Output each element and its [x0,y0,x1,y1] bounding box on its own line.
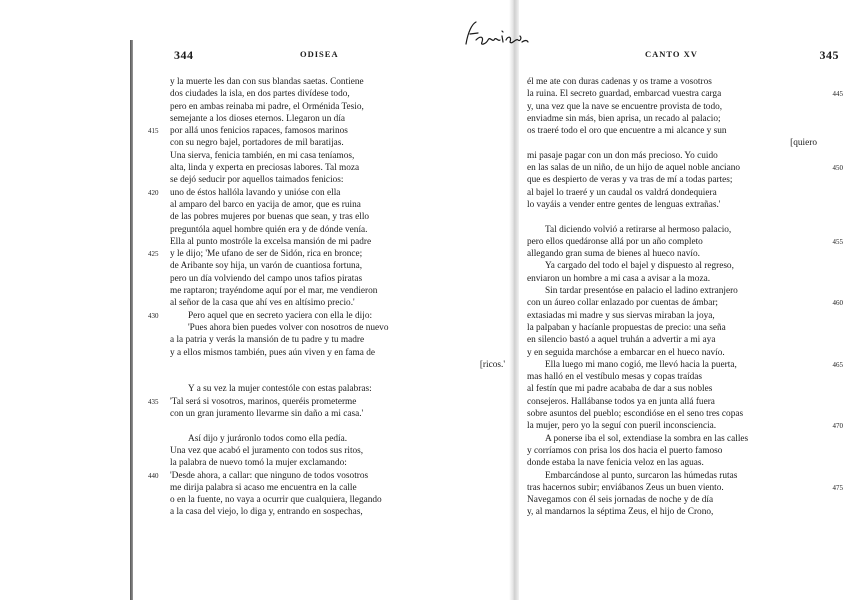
verse-line [527,187,817,199]
verse-line [527,334,817,346]
verse-text: al amparo del barco en yacija de amor, que es ruina [170,199,361,210]
verse-line [527,408,817,420]
verse-text: mi pasaje pagar con un don más precioso. Yo cuido [527,150,718,161]
verse-text: la mujer, pero yo la seguí con pueril inconsciencia. [527,421,717,432]
verse-line [527,137,817,149]
verse-line [170,285,505,297]
verse-text: a la casa del viejo, lo diga y, entrando en sospechas, [170,507,363,518]
verse-line [527,199,817,211]
verse-text: la ruina. El secreto guardad, embarcad vuestra carga [527,89,722,100]
verse-text: pero en ambas reinaba mi padre, el Orménida Tesio, [170,101,364,112]
verse-text: se dejó seducir por aquellos taimados fenicios: [170,175,344,186]
verse-line [170,408,505,420]
verse-line [527,101,817,113]
verse-line [527,125,817,137]
verse-text: al señor de la casa que ahí ves en altísimo precio.' [170,298,355,309]
verse-text: enviadme sin más, bien aprisa, un recado al palacio; [527,113,721,124]
verse-text: 'Desde ahora, a callar: que ninguno de todos vosotros [170,470,369,481]
verse-line [527,457,817,469]
verse-line [527,494,817,506]
verse-line [170,506,505,518]
verse-line [527,297,843,309]
verse-text: [quiero [790,138,817,149]
verse-text: con un gran juramento llevarme sin daño a mi casa.' [170,409,364,420]
verse-line [170,101,505,113]
verse-line [527,260,817,272]
verse-line [170,273,505,285]
verse-line-number: 450 [832,164,843,173]
handwritten-annotation [462,18,530,52]
verse-line-number: 475 [832,483,843,492]
verse-line [148,248,505,260]
verse-text: Pero aquel que en secreto yaciera con ella le dijo: [188,310,373,321]
verse-text: y, al mandarnos la séptima Zeus, el hijo de Crono, [527,507,714,518]
verse-line [148,125,505,137]
verse-line-number: 470 [832,422,843,431]
verse-line [170,359,505,371]
verse-line [527,248,817,260]
verse-text: consejeros. Hallábanse todos ya en junta allá fuera [527,396,715,407]
verse-text: os traeré todo el oro que encuentre a mi alcance y sun [527,126,727,137]
verse-line [148,187,505,199]
verse-text: que es despierto de veras y va tras de mí a todas partes; [527,175,733,186]
verse-text: [ricos.' [479,359,505,370]
verse-line-number: 420 [148,188,159,197]
stanza-break [170,420,505,432]
verse-line [527,482,843,494]
left-page-number: 344 [174,48,194,62]
verse-text: me raptaron; trayéndome aquí por el mar, me vendieron [170,286,378,297]
verse-line [527,445,817,457]
verse-line [170,457,505,469]
verse-text: con su negro bajel, portadores de mil baratijas. [170,138,344,149]
verse-line [527,76,817,88]
right-page-number: 345 [819,48,839,62]
verse-line-number: 415 [148,127,159,136]
verse-text: sobre asuntos del pueblo; escondióse en el seno tres copas [527,409,744,420]
verse-line [170,137,505,149]
verse-line-number: 425 [148,250,159,259]
verse-text: por allá unos fenicios rapaces, famosos marinos [170,126,348,137]
verse-line-number: 445 [832,90,843,99]
verse-line [170,482,505,494]
verse-line-number: 465 [832,360,843,369]
verse-line [527,383,817,395]
verse-line [170,113,505,125]
verse-line-number: 455 [832,237,843,246]
verse-text: la palpaban y hacíanle propuestas de precio: una seña [527,322,726,333]
verse-line [527,433,817,445]
verse-text: dos ciudades la isla, en dos partes divídese todo, [170,89,350,100]
verse-line [527,347,817,359]
verse-text: Navegamos con él seis jornadas de noche y de día [527,495,714,506]
verse-text: semejante a los dioses eternos. Llegaron un día [170,113,346,124]
verse-text: a la patria y verás la mansión de tu padre y tu madre [170,335,365,346]
verse-line [527,470,817,482]
verse-text: Sin tardar presentóse en palacio el ladino extranjero [545,286,738,297]
verse-text: pero ellos quedáronse allá por un año completo [527,236,703,247]
verse-line [170,347,505,359]
verse-line [170,162,505,174]
verse-text: de las pobres mujeres por buenas que sean, y tras ello [170,212,370,223]
right-running-title: CANTO XV [645,49,698,59]
verse-line [527,310,817,322]
verse-text: Una sierva, fenicia también, en mi casa teníamos, [170,150,355,161]
verse-text: y en seguida marchóse a embarcar en el hueco navío. [527,347,725,358]
verse-line [527,273,817,285]
verse-line [170,445,505,457]
verse-text: extasiadas mi madre y sus siervas miraban la joya, [527,310,715,321]
left-page-header [170,48,505,62]
verse-line [527,88,843,100]
verse-line [527,359,843,371]
verse-line-number: 430 [148,311,159,320]
verse-text: Una vez que acabó el juramento con todos sus ritos, [170,445,364,456]
verse-text: uno de éstos hallóla lavando y unióse con ella [170,187,341,198]
verse-line [527,174,817,186]
verse-text: Así dijo y juráronlo todos como ella pedía. [188,433,348,444]
verse-line [170,211,505,223]
verse-line [170,150,505,162]
left-page-text [148,76,505,519]
verse-text: la palabra de nuevo tomó la mujer exclamando: [170,458,347,469]
verse-text: en las salas de un niño, de un hijo de aquel noble anciano [527,163,740,174]
verse-text: de Aribante soy hija, un varón de cuantiosa fortuna, [170,261,363,272]
left-running-title: ODISEA [300,49,339,59]
verse-text: con un áureo collar enlazado por cuentas de ámbar; [527,298,719,309]
verse-line [170,322,505,334]
verse-line [170,199,505,211]
verse-line [527,113,817,125]
verse-text: Y a su vez la mujer contestóle con estas palabras: [188,384,372,395]
verse-text: al bajel lo traeré y un caudal os valdrá dondequiera [527,187,717,198]
left-page [148,48,505,519]
verse-line [170,88,505,100]
verse-line [527,150,817,162]
stanza-break [527,211,817,223]
verse-line-number: 440 [148,471,159,480]
verse-line [527,236,843,248]
verse-text: lo vayáis a vender entre gentes de lenguas extrañas.' [527,199,721,210]
verse-text: Ella luego mi mano cogió, me llevó hacia la puerta, [545,359,737,370]
verse-line [170,383,505,395]
book-gutter [509,0,519,600]
verse-text: tras hacernos subir; enviábanos Zeus un buen viento. [527,482,724,493]
verse-text: me dirija palabra si acaso me encuentra en la calle [170,482,357,493]
verse-text: en silencio bastó a aquel truhán a advertir a mi aya [527,335,716,346]
verse-text: alta, linda y experta en preciosas labores. Tal moza [170,163,360,174]
verse-text: Ya cargado del todo el bajel y dispuesto al regreso, [545,261,734,272]
right-page-text [527,76,843,519]
page-edge-shadow [130,40,133,600]
verse-text: preguntóla aquel hombre quién era y de dónde venía. [170,224,368,235]
verse-line-number: 435 [148,397,159,406]
verse-text: Tal diciendo volvió a retirarse al hermoso palacio, [545,224,732,235]
verse-line [527,285,817,297]
verse-text: 'Pues ahora bien puedes volver con nosotros de nuevo [188,322,389,333]
verse-line [170,297,505,309]
verse-text: y, una vez que la nave se encuentre provista de todo, [527,101,723,112]
verse-line [527,420,843,432]
verse-text: Embarcándose al punto, surcaron las húmedas rutas [545,470,738,481]
verse-text: allegando gran suma de bienes al hueco navío. [527,249,700,260]
verse-line [170,174,505,186]
verse-line [170,236,505,248]
verse-line [170,494,505,506]
verse-line [170,433,505,445]
verse-line [170,76,505,88]
verse-line [170,224,505,236]
verse-line [148,396,505,408]
verse-line [148,310,505,322]
verse-text: A ponerse iba el sol, extendiase la sombra en las calles [545,433,749,444]
stanza-break [170,371,505,383]
verse-line [170,260,505,272]
verse-line [527,396,817,408]
verse-line [527,371,817,383]
verse-text: y la muerte les dan con sus blandas saetas. Contiene [170,77,364,87]
verse-text: él me ate con duras cadenas y os trame a vosotros [527,77,712,87]
verse-text: al festín que mi padre acababa de dar a sus nobles [527,384,713,395]
verse-line [170,334,505,346]
verse-text: mas halló en el vestíbulo mesas y copas traídas [527,372,703,383]
verse-text: Ella al punto mostróle la excelsa mansión de mi padre [170,236,372,247]
verse-text: y le dijo; 'Me ufano de ser de Sidón, rica en bronce; [170,249,363,260]
verse-text: o en la fuente, no vaya a ocurrir que cualquiera, llegando [170,495,382,506]
verse-line [527,506,817,518]
verse-line [148,470,505,482]
verse-text: y a ellos mismos también, pues aún viven y en fama de [170,347,375,358]
verse-text: enviaron un hombre a mi casa a avisar a la moza. [527,273,711,284]
verse-line [527,322,817,334]
verse-text: y corríamos con prisa los dos hacia el puerto famoso [527,445,723,456]
verse-line [527,224,817,236]
verse-line-number: 460 [832,299,843,308]
verse-text: pero un día volviendo del campo unos tafios piratas [170,273,363,284]
verse-text: donde estaba la nave fenicia veloz en las aguas. [527,458,704,469]
verse-text: 'Tal será si vosotros, marinos, queréis prometerme [170,396,357,407]
right-page-header [527,48,839,62]
right-page [527,48,843,519]
verse-line [527,162,843,174]
